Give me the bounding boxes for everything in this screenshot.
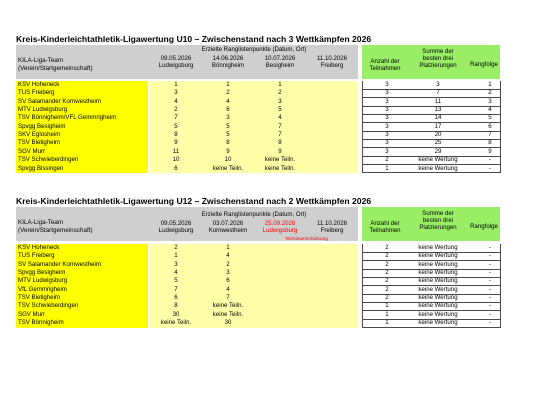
rang-cell: - bbox=[488, 269, 492, 277]
anzahl-cell: 3 bbox=[385, 122, 389, 130]
summe-cell: 17 bbox=[434, 122, 442, 130]
points-cell-1: 5 bbox=[174, 122, 178, 130]
points-cell-2: 7 bbox=[226, 294, 230, 302]
anzahl-cell: 3 bbox=[385, 139, 389, 147]
team-name: Spvgg Besigheim bbox=[18, 269, 66, 277]
rang-cell: 3 bbox=[488, 97, 492, 105]
rang-cell: 5 bbox=[488, 114, 492, 122]
anzahl-cell: 2 bbox=[385, 294, 389, 302]
rang-cell: - bbox=[488, 252, 492, 260]
points-cell-2: 2 bbox=[226, 260, 230, 268]
rang-cell: 9 bbox=[488, 147, 492, 155]
u12-col-anzahl: Anzahl der Teilnahmen bbox=[369, 220, 401, 234]
points-cell-2: 5 bbox=[226, 131, 230, 139]
team-name: TUS Freiberg bbox=[18, 89, 55, 97]
points-cell-1: 5 bbox=[174, 277, 178, 285]
team-name: TUS Freiberg bbox=[18, 252, 55, 260]
points-cell-1: 1 bbox=[174, 81, 178, 88]
summe-cell: keine Wertung bbox=[418, 302, 458, 310]
points-cell-3: keine Teiln. bbox=[264, 164, 296, 172]
rang-cell: 6 bbox=[488, 122, 492, 130]
points-cell-1: 6 bbox=[174, 164, 178, 172]
team-name: TSV Bietigheim bbox=[18, 294, 60, 302]
summe-cell: keine Wertung bbox=[418, 164, 458, 172]
anzahl-cell: 2 bbox=[385, 156, 389, 164]
summe-cell: keine Wertung bbox=[418, 269, 458, 277]
summe-cell: keine Wertung bbox=[418, 285, 458, 293]
rang-cell: 1 bbox=[488, 81, 492, 88]
anzahl-cell: 2 bbox=[385, 244, 389, 251]
points-cell-1: 4 bbox=[174, 269, 178, 277]
u12-dates-row bbox=[150, 220, 358, 236]
u12-col-summe: Summe der besten drei Platzierungen bbox=[419, 210, 457, 231]
anzahl-cell: 2 bbox=[385, 269, 389, 277]
anzahl-cell: 3 bbox=[385, 89, 389, 97]
u12-date-4: 11.10.2026 Freiberg bbox=[316, 220, 348, 234]
team-name: SV Salamander Kornwestheim bbox=[18, 260, 101, 268]
rang-cell: - bbox=[488, 277, 492, 285]
points-cell-3: 2 bbox=[278, 89, 282, 97]
team-name: KSV Hoheneck bbox=[18, 244, 60, 251]
rang-cell: 8 bbox=[488, 139, 492, 147]
u12-col-rang: Rangfolge bbox=[470, 223, 498, 230]
u10-col-rang: Rangfolge bbox=[470, 61, 498, 68]
anzahl-cell: 3 bbox=[385, 131, 389, 139]
points-cell-2: 9 bbox=[226, 147, 230, 155]
anzahl-cell: 1 bbox=[385, 302, 389, 310]
points-cell-1: 4 bbox=[174, 97, 178, 105]
team-name: TSV Schwieberdingen bbox=[18, 156, 79, 164]
team-name: SGV Murr bbox=[18, 310, 46, 318]
u12-date-3-note: Terminverschiebung bbox=[285, 237, 328, 242]
team-name: TSV Bietigheim bbox=[18, 139, 60, 147]
summe-cell: 29 bbox=[434, 147, 442, 155]
rang-cell: - bbox=[488, 164, 492, 172]
anzahl-cell: 3 bbox=[385, 81, 389, 88]
team-name: SGV Murr bbox=[18, 147, 46, 155]
u12-date-2: 03.07.2026 Kornwestheim bbox=[208, 220, 248, 234]
summe-cell: 3 bbox=[436, 81, 440, 88]
points-cell-3: 3 bbox=[278, 97, 282, 105]
u10-col-anzahl: Anzahl der Teilnahmen bbox=[369, 58, 401, 72]
points-cell-3: keine Teiln. bbox=[264, 156, 296, 164]
summe-cell: keine Wertung bbox=[418, 277, 458, 285]
anzahl-cell: 1 bbox=[385, 164, 389, 172]
u12-title: Kreis-Kinderleichtathletik-Ligawertung U12 – Zwischenstand nach 2 Wettkämpfen 2026 bbox=[16, 196, 372, 206]
points-cell-1: 3 bbox=[174, 89, 178, 97]
rang-cell: - bbox=[488, 244, 492, 251]
rang-cell: - bbox=[488, 310, 492, 318]
u12-team-header bbox=[18, 219, 93, 235]
points-cell-2: 4 bbox=[226, 252, 230, 260]
points-cell-3: 8 bbox=[278, 139, 282, 147]
u12-date-1: 09.05.2026 Ludwigsburg bbox=[158, 220, 194, 234]
summe-cell: keine Wertung bbox=[418, 252, 458, 260]
summe-cell: 7 bbox=[436, 89, 440, 97]
anzahl-cell: 2 bbox=[385, 260, 389, 268]
points-cell-1: keine Teiln. bbox=[160, 319, 192, 327]
rang-cell: - bbox=[488, 156, 492, 164]
points-cell-1: 7 bbox=[174, 285, 178, 293]
team-name: TSV Bönnigheim bbox=[18, 319, 64, 327]
rang-cell: 7 bbox=[488, 131, 492, 139]
u10-date-4: 11.10.2026 Freiberg bbox=[316, 55, 348, 69]
summe-cell: 25 bbox=[434, 139, 442, 147]
u12-date-3: 25.09.2026 Ludwigsburg bbox=[262, 220, 298, 234]
team-name: SV Salamander Kornwestheim bbox=[18, 97, 101, 105]
points-cell-2: 1 bbox=[226, 81, 230, 88]
points-cell-1: 30 bbox=[172, 310, 180, 318]
points-cell-2: 4 bbox=[226, 285, 230, 293]
team-name: MTV Ludwigsburg bbox=[18, 277, 68, 285]
rang-cell: - bbox=[488, 294, 492, 302]
anzahl-cell: 2 bbox=[385, 285, 389, 293]
summe-cell: keine Wertung bbox=[418, 310, 458, 318]
anzahl-cell: 3 bbox=[385, 114, 389, 122]
anzahl-cell: 1 bbox=[385, 319, 389, 327]
u10-date-3: 10.07.2026 Besigheim bbox=[264, 55, 296, 69]
points-cell-2: 4 bbox=[226, 97, 230, 105]
team-name: TSV Bönnigheim/VFL Gemmrigheim bbox=[18, 114, 117, 122]
points-cell-2: keine Teiln. bbox=[212, 310, 244, 318]
u10-title: Kreis-Kinderleichtathletik-Ligawertung U10 – Zwischenstand nach 3 Wettkämpfen 2026 bbox=[16, 34, 372, 44]
points-cell-1: 8 bbox=[174, 302, 178, 310]
team-name: Spvgg Besigheim bbox=[18, 122, 66, 130]
points-cell-2: 1 bbox=[226, 244, 230, 251]
u10-date-1: 09.05.2026 Ludwigsburg bbox=[158, 55, 194, 69]
summe-cell: 13 bbox=[434, 106, 442, 114]
team-name: TSV Schwieberdingen bbox=[18, 302, 79, 310]
points-cell-2: 8 bbox=[226, 139, 230, 147]
team-name: Spvgg Bissingen bbox=[18, 164, 64, 172]
team-name: SKV Eglosheim bbox=[18, 131, 61, 139]
rang-cell: 2 bbox=[488, 89, 492, 97]
anzahl-cell: 3 bbox=[385, 97, 389, 105]
points-cell-2: 10 bbox=[224, 156, 232, 164]
summe-cell: 11 bbox=[434, 97, 442, 105]
points-cell-2: 30 bbox=[224, 319, 232, 327]
points-cell-1: 9 bbox=[174, 139, 178, 147]
points-cell-1: 2 bbox=[174, 244, 178, 251]
points-cell-3: 9 bbox=[278, 147, 282, 155]
summe-cell: keine Wertung bbox=[418, 319, 458, 327]
row-grid-line bbox=[362, 327, 500, 328]
points-cell-3: 7 bbox=[278, 122, 282, 130]
points-cell-1: 6 bbox=[174, 294, 178, 302]
u10-date-2: 14.06.2026 Bönnigheim bbox=[211, 55, 245, 69]
points-cell-3: 5 bbox=[278, 106, 282, 114]
points-cell-2: 6 bbox=[226, 106, 230, 114]
summe-cell: 14 bbox=[434, 114, 442, 122]
anzahl-cell: 2 bbox=[385, 277, 389, 285]
anzahl-cell: 2 bbox=[385, 252, 389, 260]
team-name: VfL Gemmrigheim bbox=[18, 285, 67, 293]
rang-cell: - bbox=[488, 260, 492, 268]
rang-cell: - bbox=[488, 302, 492, 310]
points-cell-1: 2 bbox=[174, 106, 178, 114]
points-cell-2: keine Teiln. bbox=[212, 302, 244, 310]
points-cell-2: 2 bbox=[226, 89, 230, 97]
u10-erzielte-label: Erzielte Ranglistenpunkte (Datum, Ort) bbox=[201, 46, 307, 53]
points-cell-2: 3 bbox=[226, 114, 230, 122]
u10-col-summe: Summe der besten drei Platzierungen bbox=[419, 48, 457, 69]
u12-header-green bbox=[362, 207, 500, 241]
u10-team-header-line1: KILA-Liga-Team bbox=[18, 57, 64, 64]
u12-erzielte-label: Erzielte Ranglistenpunkte (Datum, Ort) bbox=[201, 211, 307, 218]
points-cell-1: 10 bbox=[172, 156, 180, 164]
summe-cell: keine Wertung bbox=[418, 260, 458, 268]
points-cell-3: 1 bbox=[278, 81, 282, 88]
anzahl-cell: 3 bbox=[385, 106, 389, 114]
anzahl-cell: 3 bbox=[385, 147, 389, 155]
rang-cell: 4 bbox=[488, 106, 492, 114]
u10-team-header-line2: (Verein/Startgemeinschaft) bbox=[18, 65, 93, 72]
summe-cell: keine Wertung bbox=[418, 244, 458, 251]
team-name: KSV Hoheneck bbox=[18, 81, 60, 88]
points-cell-3: 7 bbox=[278, 131, 282, 139]
summe-cell: keine Wertung bbox=[418, 294, 458, 302]
points-cell-2: 6 bbox=[226, 277, 230, 285]
summe-cell: 20 bbox=[434, 131, 442, 139]
rang-cell: - bbox=[488, 319, 492, 327]
summe-cell: keine Wertung bbox=[418, 156, 458, 164]
points-cell-3: 4 bbox=[278, 114, 282, 122]
points-cell-2: 3 bbox=[226, 269, 230, 277]
anzahl-cell: 1 bbox=[385, 310, 389, 318]
points-cell-1: 1 bbox=[174, 252, 178, 260]
points-cell-1: 8 bbox=[174, 131, 178, 139]
points-cell-2: keine Teiln. bbox=[212, 164, 244, 172]
points-cell-1: 3 bbox=[174, 260, 178, 268]
points-cell-1: 7 bbox=[174, 114, 178, 122]
points-cell-2: 5 bbox=[226, 122, 230, 130]
u12-team-header-line2: (Verein/Startgemeinschaft) bbox=[18, 227, 93, 234]
points-cell-1: 11 bbox=[172, 147, 180, 155]
rang-cell: - bbox=[488, 285, 492, 293]
team-name: MTV Ludwigsburg bbox=[18, 106, 68, 114]
u12-team-header-line1: KILA-Liga-Team bbox=[18, 219, 64, 226]
